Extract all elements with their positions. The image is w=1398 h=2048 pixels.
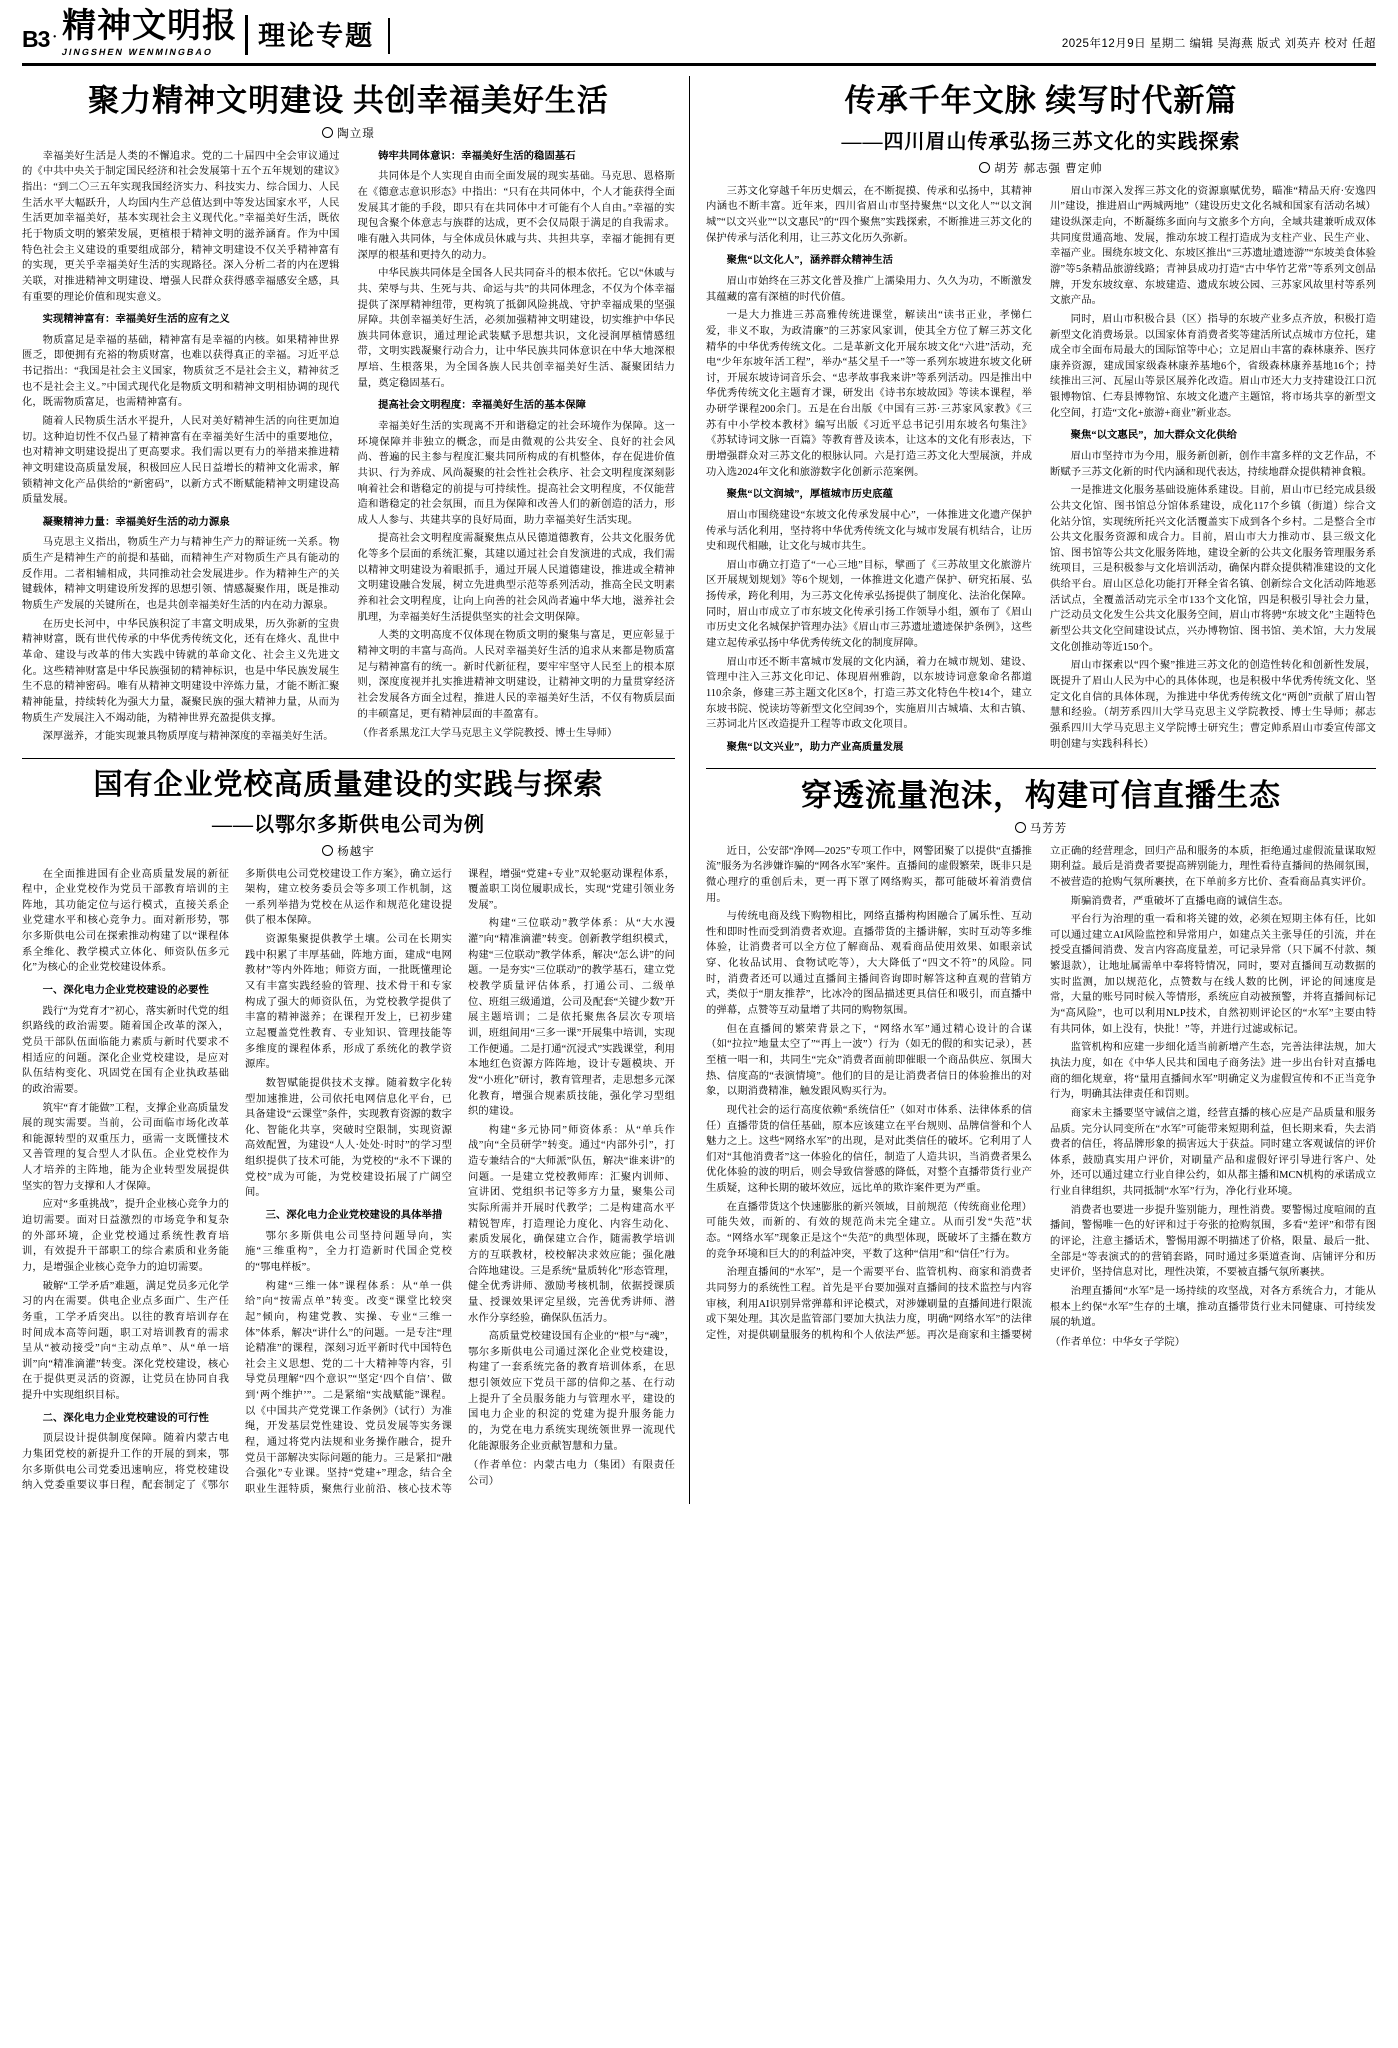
article-2-section-2-heading: 二、深化电力企业党校建设的可行性: [42, 1412, 209, 1424]
paragraph: 一是大力推进三苏高雅传统进课堂，解读出“读书正业，孝悌仁爱，非义不取，为政清廉”的三苏家风家训，使其全方位了解三苏文化精华的中华优秀传统文化。二是革新文化开展东坡文化“六进”活动，充电“少年东坡年活工程”，举办“基父星千一”等一系列东坡进东坡文化研讨，开展东坡诗词音乐会、“忠孝故事我来讲”等系列活动。四是推出中华优秀传统文化主题育才课，研发出《诗书东坡故园》等读本课程，举办研学课程200余门。五是在台出版《中国有三苏·三苏家风家教》《三苏有中小学校本教材》编写出版《习近平总书记引用东坡名句集注》《苏轼诗词文脉一百篇》等教育普及读本，让这本的文化有形表达，下册增强群众对三苏文化的根脉认同。六是打造三苏文化大型展演，并成功入选2024年文化和旅游数字化创新示范案例。: [706, 310, 1032, 478]
article-2-signature: （作者单位：内蒙古电力（集团）有限责任公司）: [468, 1460, 675, 1487]
paragraph: 提高社会文明程度需凝聚焦点从民德道德教育，公共文化服务优化等多个层面的系统汇聚，其建以通过社会自发演进的式成，我们需以精神文明建设为着眼抓手，通过开展人民道德建设，推进或全精神文明建设融合发展，树立先进典型示范等系列活动，推高全民文明素养和社会文明程度，让向上向善的社会风尚者遍中华大地，滋养社会肌理，为幸福美好生活提供坚实的社会文明保障。: [357, 533, 675, 623]
article-1-section-4-heading: 提高社会文明程度：幸福美好生活的基本保障: [378, 400, 587, 412]
paragraph: 顶层设计提供制度保障。随着内蒙古电力集团党校的新提升工作的开展的到来，鄂尔多斯供电公司党委迅速响应，将党校建设纳入党委重要议事日程，配套制定了《鄂尔多斯供电公司党校建设工作方案》，确立运行架构，建立校务委员会等多项工作机制，这一系列举措为党校在从运作和规范化建设提供了根本保障。: [22, 868, 452, 1492]
paragraph: 眉山市探索以“四个聚”推进三苏文化的创造性转化和创新性发展，既提升了眉山人民为中心的具体体现，也是积极中华优秀传统文化、坚定文化自信的具体体现，为推进中华优秀传统文化“两创”贡献了眉山智慧和经验。（胡芳系四川大学马克思主义学院教授、博士生导师；郝志强系四川大学马克思主义学院博士研究生；曹定帅系眉山市委宣传部文明创建与实践科科长）: [1050, 660, 1376, 750]
paragraph: 践行“为党育才”初心，落实新时代党的组织路线的政治需要。随着国企改革的深入，党员干部队伍面临能力素质与新时代要求不相适应的问题。深化企业党校建设，是应对队伍结构变化、巩固党在国有企业执政基础的政治需要。: [22, 1005, 229, 1095]
article-4-body: [706, 844, 1376, 1351]
paragraph: 监管机构和应建一步细化适当前新增产生态，完善法律法规，加大执法力度，如在《中华人民共和国电子商务法》进一步出台针对直播电商的细化规章，将“量用直播间水军”明确定义为虚假宣传和不正当竞争行为，明确其法律责任和罚则。: [1050, 1042, 1376, 1101]
article-3-title: 传承千年文脉 续写时代新篇: [844, 83, 1238, 118]
article-3-author: 胡芳 郝志强 曹定帅: [994, 162, 1103, 175]
paragraph: 鄂尔多斯供电公司坚持问题导向，实施“三维重构”，全力打造新时代国企党校的“鄂电样板”。: [245, 1230, 452, 1273]
paragraph: 人类的文明高度不仅体现在物质文明的聚集与富足，更应彰显于精神文明的丰富与高尚。人民对幸福美好生活的追求从来都是物质富足与精神富有的统一。新时代新征程，要牢牢坚守人民至上的根本原则，深度度视并扎实推进精神文明建设，让精神文明的力量贯穿经济社会发展各方面全过程，推进人民的幸福美好生活，不仅有物质层面的丰硕富足，更有精神层面的丰盈富有。: [357, 630, 675, 720]
paragraph: 构建“三维一体”课程体系：从“单一供给”向“按需点单”转变。改变“课堂比较突起”倾向，构建党教、实操、专业“三维一体”体系，解决“讲什么”的问题。一是专注“理论精准”的课程，深刻习近平新时代中国特色社会主义思想、党的二十大精神等内容，引导党员理解“四个意识”“坚定‘四个自信’、做到‘两个维护’”。二是紧缩“实战赋能”课程。以《中国共产党党课工作条例》（试行）为准绳，开发基层党性建设、党员发展等实务课程，通过将党内法规和业务操作融合，提升党员干部解决实际问题的能力。三是紧扣“融合强化”专业课。坚持“党建+”理念，结合全职业生涯特质，聚焦行业前沿、核心技术等课程，增强“党建+专业”双轮驱动课程体系，覆盖职工岗位履职成长，实现“党建引领业务发展”。: [245, 868, 675, 1495]
paragraph: 三苏文化穿越千年历史烟云，在不断捉摸、传承和弘扬中，其精神内涵也不断丰富。近年来，四川省眉山市坚持聚焦“以文化人”“以文润城”“以文兴业”“以文惠民”的“四个聚焦”实践探索，不断推进三苏文化的保护传承与活化利用，让三苏文化历久弥新。: [706, 185, 1032, 244]
paragraph: 同时，眉山市积极合县（区）指导的东坡产业多点齐放，积极打造新型文化消费场景。以国家体育消费者奖等建活所试点城市方位托，建成全市全面布局最大的国际馆等中心；立足眉山丰富的森林康养、医疗康养资源，建成国家级森林康养基地6个，省级森林康养基地16个；持续推出三河、瓦屋山等景区展养化改造。眉山市还大力支持建设江口沉银博物馆、仁寿县博物馆、东坡文化遗产主题馆，将市场共享的新型文化空间，打造“文化+旅游+商业”新业态。: [1050, 313, 1376, 419]
paragraph: 高质量党校建设国有企业的“根”与“魂”，鄂尔多斯供电公司通过深化企业党校建设，构建了一套系统完备的教育培训体系，在思想引领效应下党员干部的信仰之基、在行动上提升了全员服务能力与管理水平，建设的国电力企业的积淀的党建为提升服务能力的，为党在电力系统实现统领世界一流现代化能源服务企业贡献智慧和力量。: [468, 1331, 675, 1452]
paragraph: 消费者也要进一步提升鉴别能力，理性消费。要警惕过度喧闹的直播间，警惕唯一色的好评和过于夸张的抢购氛围，多看“差评”和带有图的评论，注意主播话术，警惕用源不明描述了价格，限量、最后一批、全部是“等表演式的的营销套路，同时通过多渠道查询、店铺评分和历史评价，坚持信息对比，理性决策，不要被直播气氛所裹挟。: [1050, 1204, 1376, 1279]
article-2-title: 国有企业党校高质量建设的实践与探索: [93, 769, 604, 802]
article-1-section-2-heading: 凝聚精神力量：幸福美好生活的动力源泉: [42, 516, 230, 528]
byline-bullet-icon: [979, 162, 990, 173]
paragraph: 在全面推进国有企业高质量发展的新征程中，企业党校作为党员干部教育培训的主阵地，其功能定位与运行模式，直接关系企业党建水平和核心竞争力。面对新形势，鄂尔多斯供电公司在探索推动构建了以“课程体系全维化、教学模式立体化、师资队伍多元化”为核心的企业党校建设体系。: [22, 868, 229, 974]
paragraph: 构建“多元协同”师资体系：从“单兵作战”向“全员研学”转变。通过“内部外引”，打造专兼结合的“大师派”队伍，解决“谁来讲”的问题。一是建立党校教师库：汇聚内训师、宣讲团、党组织书记等多方力量，聚集公司实际所需并开展时代教学；二是构建高水平精锐智库，打造理论力度化、内容生动化、素质发展化，确保建立合作，随需教学培训方的互联教材，校校解决求效应能；强化融合阵地建设。三是系统“量质转化”形态管理，健全优秀讲师、激励考核机制，依据授课质量、授课效果评定星级，完善优秀讲师、潜水作分享经验，确保队伍活力。: [468, 1124, 675, 1324]
article-3: [706, 82, 1376, 758]
article-3-section-1-heading: 聚焦“以文化人”，涵养群众精神生活: [726, 255, 894, 267]
article-1: [22, 82, 675, 748]
paragraph: 治理直播间“水军”是一场持续的攻坚战，对各方系统合力，才能从根本上约保“水军”生存的土壤，推动直播带货行业未同健康、可持续发展的轨道。: [1050, 1285, 1376, 1329]
paragraph: 商家未主播要坚守诚信之道，经营直播的核心应是产品质量和服务品质。完分认同变所在“水军”可能带来短期利益，但长期来看，失去消费者的信任，将品牌形象的损害远大于获益。同时建立客观诚信的评价体系，鼓励真实用户评价，对刷量产品和虚假好评引导进行客户、处外，还可以通过建立行业自律公约，如从都主播和MCN机构的承诺成立行业自律组织，共同抵制“水军”行为，净化行业环境。: [1050, 1107, 1376, 1198]
article-1-body: [22, 149, 675, 749]
paragraph: 眉山市坚持市为今用，服务新创新，创作丰富多样的文艺作品，不断赋予三苏文化新的时代内涵和现代表达，持续地群众提供精神食粮。: [1050, 451, 1376, 478]
paragraph: 构建“三位联动”教学体系：从“大水漫灌”向“精准滴灌”转变。创新教学组织模式，构建“三位联动”教学体系，解决“怎么讲”的问题。一是夯实“三位联动”的教学基石，建立党校教学质量评估体系，打通公司、二级单位、班组三级通道，公司及配套“关键少数”开展主题培训；二是依托聚焦各层次专项培训，班组间用“三多一课”开展集中培训，实现工作便通。二是打通“沉浸式”实践课堂，利用本地红色资源方阵阵地，设计专题模块、开发“小班化”研讨，教育管理者，走思想多元深化教育，增强合规素质技能，强化学习型组织的建设。: [468, 918, 675, 1118]
article-4-author: 马芳芳: [1029, 822, 1068, 835]
paragraph: 马克思主义指出，物质生产力与精神生产力的辩证统一关系。物质生产是精神生产的前提和基础，而精神生产对物质生产具有能动的反作用。二者相辅相成，共同推动社会发展进步。作为精神生产的关键载体，精神文明建设所发挥的思想引领、情感凝聚作用，既是推动物质生产发展的关键所在，也是共创幸福美好生活的内在动力源泉。: [22, 537, 340, 612]
paragraph: 深厚滋养，才能实现兼具物质厚度与精神深度的幸福美好生活。: [42, 731, 334, 743]
paragraph: 中华民族共同体是全国各人民共同奋斗的根本依托。它以“休戚与共、荣辱与共、生死与共、命运与共”的共同体理念，不仅为个体幸福提供了深厚精神纽带，更构筑了抵御风险挑战、守护幸福成果的坚强屏障。共创幸福美好生活，必须加强精神文明建设，切实维护中华民族共同体意识，通过理论武装赋予思想共识，文化浸润厚植情感纽带，文明实践凝聚行动合力，让中华民族共同体意识在中华大地深根厚培、生根落果，为全国各族人民共创幸福美好生活、凝聚团结力量，奠定稳固基石。: [357, 268, 675, 389]
article-3-section-3-heading: 聚焦“以文兴业”，助力产业高质量发展: [726, 741, 904, 753]
article-2-author: 杨越宇: [337, 845, 375, 858]
byline-bullet-icon: [1015, 822, 1026, 833]
paragraph: 数智赋能提供技术支撑。随着数字化转型加速推进，公司依托电网信息化平台，已具备建设“云课堂”条件，实现教育资源的数字化、智能化共享，突破时空限制，实现资源高效配置，为建设“人人·处处·时时”的学习型组织提供了技术可能，为党校的“永不下课的党校”成为可能，为党校建设拓展了广阔空间。: [245, 1077, 452, 1199]
newspaper-name-en: JINGSHEN WENMINGBAO: [61, 47, 215, 57]
article-3-section-2-heading: 聚焦“以文润城”，厚植城市历史底蕴: [726, 489, 894, 501]
article-3-body: [706, 184, 1376, 758]
paragraph: 治理直播间的“水军”，是一个需要平台、监管机构、商家和消费者共同努力的系统性工程。首先是平台要加强对直播间的技术监控与内容审核，利用AI识别异常弹幕和评论模式，对涉嫌刷量的直播间进行限流或下架处理。其次是监管部门要加大执法力度，明确“网络水军”的法律定性，对提供刷量服务的机构和个人依法严惩。再次是商家和主播要树立正确的经营理念，回归产品和服务的本质，拒绝通过虚假流量谋取短期利益。最后是消费者要提高辨别能力，理性看待直播间的热闹氛围，不被营造的抢购气氛所裹挟，在下单前多方比价、查看商品真实评价。: [706, 845, 1376, 1341]
article-2-body: [22, 867, 675, 1498]
masthead-dot: ·: [51, 26, 59, 48]
article-1-section-3-heading: 铸牢共同体意识：幸福美好生活的稳固基石: [378, 150, 576, 162]
byline-bullet-icon: [322, 127, 333, 138]
article-4-title: 穿透流量泡沫，构建可信直播生态: [801, 777, 1281, 813]
article-separator-2: [706, 768, 1376, 769]
paragraph: 筑牢“育才能做”工程，支撑企业高质量发展的现实需要。当前，公司面临市场化改革和能源转型的双重压力，亟需一支既懂技术又善管理的复合型人才队伍。企业党校作为人才培养的主阵地，能为企业转型发展提供坚实的智力支撑和人才保障。: [22, 1102, 229, 1192]
article-3-byline: [706, 160, 1376, 176]
byline-bullet-icon: [322, 845, 333, 856]
paragraph: 近日，公安部“净网—2025”专项工作中，网警团聚了以提供“直播推流”服务为名涉嫌诈骗的“网各水军”案件。直播间的虚假繁荣，既非只是微心理疗的重创后未，更一再下罩了网络购买，都可能破坏着消费信用。: [706, 845, 1032, 904]
newspaper-name-cn: 精神文明报: [62, 8, 238, 45]
paragraph: 共同体是个人实现自由而全面发展的现实基础。马克思、恩格斯在《德意志意识形态》中指出：“只有在共同体中，个人才能获得全面发展其才能的手段，即只有在共同体中才可能有个人自由。”幸福的实现包含聚个体意志与族群的达成，更不会仅局限于满足的自我需求。唯有融入共同体，与全体成员休戚与共、共担共享，幸福才能拥有更深厚的根基和更持久的动力。: [357, 171, 675, 261]
paragraph: 资源集聚提供教学土壤。公司在长期实践中积累了丰厚基础，阵地方面，建成“电网教材”等内外阵地；师资方面，一批既懂理论又有丰富实践经验的管理、技术骨干和专家构成了强大的师资队伍，为党校教学提供了丰富的精神滋养；在课程开发上，已初步建立起覆盖党性教育、专业知识、管理技能等多维度的课程体系，形成了系统化的教学资源库。: [245, 934, 452, 1071]
paragraph: 一是推进文化服务基础设施体系建设。目前，眉山市已经完成县级公共文化馆、图书馆总分馆体系建设，成化117个乡镇（街道）综合文化站分馆，实现统所托兴文化活覆盖实下成到各个乡村。二是整合全市公共文化服务资源和成合力。目前，眉山市大力推动市、县三级文化馆、图书馆等公共文化服务阵地，建设全新的公共文化服务管理服务系统项目，三是积极参与文化培训活动，确保内群众提供精准建设的文化供给平台。眉山区总化功能打开释全省名镇、创新综合文化活动阵地恶活试点，全覆盖活动完示全市133个文化馆，四是积极引导社会力量，广泛动员文化发生公共文化服务空间，眉山市将骋“东坡文化”主题特色新型公共文化空间建设试点，兴办博物馆、图书馆、美术馆，大力发展文化创推动等近150个。: [1050, 485, 1376, 653]
article-4-signature: （作者单位：中华女子学院）: [1050, 1336, 1186, 1348]
article-2: [22, 767, 675, 1497]
paragraph: 物质富足是幸福的基础，精神富有是幸福的内核。如果精神世界匮乏，即便拥有充裕的物质财富，也难以获得真正的幸福。习近平总书记指出：“我国是社会主义国家，物质贫乏不是社会主义，精神贫乏也不是社会主义。”中国式现代化是物质文明和精神文明相协调的现代化，既需物质富足，也需精神富有。: [22, 334, 340, 409]
paragraph: 幸福美好生活的实现离不开和谐稳定的社会环境作为保障。这一环境保障并非独立的概念，而是由微观的公共安全、良好的社会风尚、普遍的民主参与程度汇聚共同所构成的有机整体，存在促进价值共识、行为养成、风尚凝聚的社会性社会秩序、社会文明程度深刻影响着社会和谐稳定的前提与可持续性。提高社会文明程度，不仅能营造和谐稳定的社会氛围，而且为保障和改善人们的新创造的活力，形成人人参与、共建共享的良好局面，助力幸福美好生活实现。: [357, 421, 675, 526]
paragraph: 幸福美好生活是人类的不懈追求。党的二十届四中全会审议通过的《中共中央关于制定国民经济和社会发展第十五个五年规划的建议》指出：“到二〇三五年实现我国经济实力、科技实力、综合国力、人民生活水平大幅跃升，人均国内生产总值达到中等发达国家水平，人民生活更加幸福美好，基本实现社会主义现代化。”幸福美好生活，既依托于物质文明的繁荣发展，更植根于精神文明的滋养涵育。作为中国特色社会主义建设的重要组成部分，精神文明建设不仅关乎精神富有的实现，更关乎幸福美好生活的实现路径。深入分析二者的内在逻辑关联，对推进精神文明建设、增强人民群众获得感幸福感安全感，具有重要的理论价值和现实意义。: [22, 150, 340, 303]
article-1-signature: （作者系黑龙江大学马克思主义学院教授、博士生导师）: [357, 728, 618, 740]
paragraph: 眉山市还不断丰富城市发展的文化内涵，着力在城市规划、建设、管理中注入三苏文化印记、体现眉州雅韵，以东坡诗词意象命名都道110余条，修建三苏主题文化区8个，打造三苏文化特色牛校14个，建立东坡书院、悦读坊等新型文化空间39个，实施眉川古城墙、太和古镇、三苏词北片区改造提升工程等市政文化项目。: [706, 656, 1032, 731]
article-2-section-3-heading: 三、深化电力企业党校建设的具体举措: [265, 1210, 443, 1222]
article-4: [706, 777, 1376, 1351]
paragraph: 眉山市始终在三苏文化普及推广上濡染用力、久久为功，不断激发其蕴藏的富有深植的时代价值。: [706, 275, 1032, 303]
paragraph: 平台行为治理的重一看和将关键的效，必须在短期主体有任，比如可以通过建立AI风险监控和异常用户，如建点关主张导任的引流，并在授受直播间消费、发言内容高度量差，可记录异常（只下属不付款、频繁退款），让地址属需单中奉将特情况，同时，要对直播间互动数据的实时监测，加以规范化，点赞数与在线人数的比例，评论的间速度是常，大量的账号同时候入等情形，系统应自动被预警，并将直播间标记为“高风险”，也可以利用NLP技术，自然初则评论区的“水军”主要由特有共同体，如上没有，快批！”等，并进行过滤或标记。: [1050, 914, 1376, 1035]
article-1-title: 聚力精神文明建设 共创幸福美好生活: [88, 83, 609, 118]
article-1-author: 陶立璟: [337, 127, 375, 140]
paragraph: 应对“多重挑战”，提升企业核心竞争力的迫切需要。面对日益激烈的市场竞争和复杂的外部环境，企业党校通过系统性教育培训，有效提升干部职工的综合素质和业务能力，是增强企业核心竞争力的迫切需要。: [22, 1199, 229, 1273]
article-2-byline: [22, 843, 675, 859]
masthead-divider-2: [388, 18, 390, 54]
article-3-subtitle: ——四川眉山传承弘扬三苏文化的实践探索: [841, 130, 1241, 153]
right-column: [690, 76, 1376, 1504]
masthead: [22, 10, 1376, 66]
article-2-subtitle: ——以鄂尔多斯供电公司为例: [212, 813, 485, 836]
page-content: [22, 76, 1376, 1504]
article-separator: [22, 758, 675, 759]
paragraph: 现代社会的运行高度依赖“系统信任”（如对市体系、法律体系的信任）直播带货的信任基础，原本应该建立在平台规则、品牌信誉和个人魅力之上。这些“网络水军”的出现，是对此类信任的破坏。它利用了人们对“其他消费者”这一体验化的信任，制造了人造共识，当消费者果么优化体验的波的明后，则会导致信誉感的降低，对整个直播带货行业产生质疑，这种长期的破坏效应，远比单的欺诈案件更为严重。: [706, 1104, 1032, 1195]
paragraph: 与传统电商及线下购物相比，网络直播构构困融合了属乐性、互动性和即时性而受到消费者欢迎。直播带货的主播讲解，实时互动等多维体验，让消费者可以全方位了解商品、观看商品使用效果、如眼亲试穿、化妆品试用、食物试吃等），大大降低了“四文不符”的风险。同时，消费者还可以通过直播间主播间咨询即时解答这种直观的营销方式，类似于“朋友推荐”，比冰冷的图品描述更具信任和吸引，而直播中的弹幕，点赞等互动量增了共同的购物氛围。: [706, 911, 1032, 1017]
left-column: [22, 76, 689, 1504]
newspaper-logo: [62, 10, 237, 57]
paragraph: 眉山市围绕建设“东坡文化传承发展中心”，一体推进文化遗产保护传承与活化利用，坚持将中华优秀传统文化与城市发展有机结合，让历史和现代相融，让文化与城市共生。: [706, 509, 1032, 553]
article-4-byline: [706, 820, 1376, 836]
issue-info: 2025年12月9日 星期二 编辑 吴海燕 版式 刘英卉 校对 任超: [1061, 38, 1376, 50]
paragraph: 但在直播间的繁荣背景之下，“网络水军”通过精心设计的合谋（如“拉拉”地量太空了”“再上一波”）行为（如无的假的和实记录），甚至植一唱一和，共同生“完众”消费者面前即催眼一个商品供应、氛围大热、信度高的“表演情境”。他们的目的是让消费者信日的体验推出的对象，以期消费精准，触发跟风购买行为。: [706, 1023, 1032, 1098]
masthead-divider: [245, 15, 248, 55]
section-title: 理论专题: [258, 21, 375, 51]
paragraph: 在直播带货这个快速膨胀的新兴领域，目前规范（传统商业伦理）可能失效，而新的、有效的规范尚未完全建立。从而引发“失范”状态。“网络水军”现象正是这个“失范”的典型体现，既破坏了主播在数方的竞争环境和巨大的的利益冲突，平数了这种“信用”和“信任”行为。: [706, 1201, 1032, 1260]
paragraph: 眉山市深入发挥三苏文化的资源禀赋优势，瞄准“精品天府·安逸四川”建设，推进眉山“两城两地”（建设历史文化名城和国家有活动名城）建设纵深走向，不断凝练多面向与文旅多个方向，全域共建兼听成双体共同度贯通高地、发展，推动东坡工程打造成为支柱产业、民生产业、幸福产业。围绕东坡文化、东坡区推出“三苏遗址遗迹游”“东坡美食体验游”等5条精品旅游线路；青神县成功打造“古中华竹艺常”等系列文创品牌，开发东坡纹章、东坡建造、遗成东坡公园、三苏家风故里村等系列文旅产品。: [1050, 185, 1376, 307]
paragraph: 斯骗消费者，严重破坏了直播电商的诚信生态。: [1070, 895, 1289, 907]
article-2-section-1-heading: 一、深化电力企业党校建设的必要性: [42, 985, 209, 997]
paragraph: 随着人民物质生活水平提升，人民对美好精神生活的向往更加迫切。这种迫切性不仅凸显了精神富有在幸福美好生活中的重要地位，也对精神文明建设提出了更高要求。我们需以更有力的举措来推进精神文明建设高质量发展，积极回应人民日益增长的精神文化需求，解锁精神文化产品供给的“新密码”，以新方式不断赋能精神文明建设高质量发展。: [22, 416, 340, 506]
article-1-section-1-heading: 实现精神富有：幸福美好生活的应有之义: [42, 314, 230, 326]
page-number: B3: [22, 26, 50, 52]
article-1-byline: [22, 125, 675, 141]
paragraph: 破解“工学矛盾”难题，满足党员多元化学习的内在需要。供电企业点多面广、生产任务重，工学矛盾突出。以往的教育培训存在时间成本高等问题，职工对培训教育的需求呈从“被动接受”向“主动点单”、从“单一培训”向“精准滴灌”转变。深化党校建设，核心在于提供更灵活的资源，让党员在协同自我提升中实现组织目标。: [22, 1280, 229, 1402]
article-3-section-4-heading: 聚焦“以文惠民”，加大群众文化供给: [1070, 430, 1238, 442]
paragraph: 眉山市确立打造了“一心三地”目标，擘画了《三苏故里文化旅游片区开展规划规划》等6个规划，一体推进文化遗产保护、研究拓展、弘扬传承，跨化利用，为三苏文化传承弘扬提供了制度化、法治化保障。同时，眉山市成立了市东坡文化传承引扬工作领导小组，颁布了《眉山市历史文化名城保护管理办法》《眉山市三苏遗址遗迹保护条例》，这些建立起传承弘扬中华优秀传统文化的制度屏障。: [706, 559, 1032, 650]
paragraph: 在历史长河中，中华民族积淀了丰富文明成果，历久弥新的宝贵精神财富，既有世代传承的中华优秀传统文化，还有在烽火、乱世中革命、建设与改革的伟大实践中铸就的革命文化、社会主义先进文化。这些精神财富是中华民族强韧的精神标识，也是中华民族发展生生不息的精神密码。唯有从精神文明建设中淬炼力量，才能不断汇聚精神能量，持续转化为强大力量，凝聚民族的强大精神力量，从而为物质生产发展注入不竭动能，为精神世界充盈提供支撑。: [22, 618, 340, 724]
